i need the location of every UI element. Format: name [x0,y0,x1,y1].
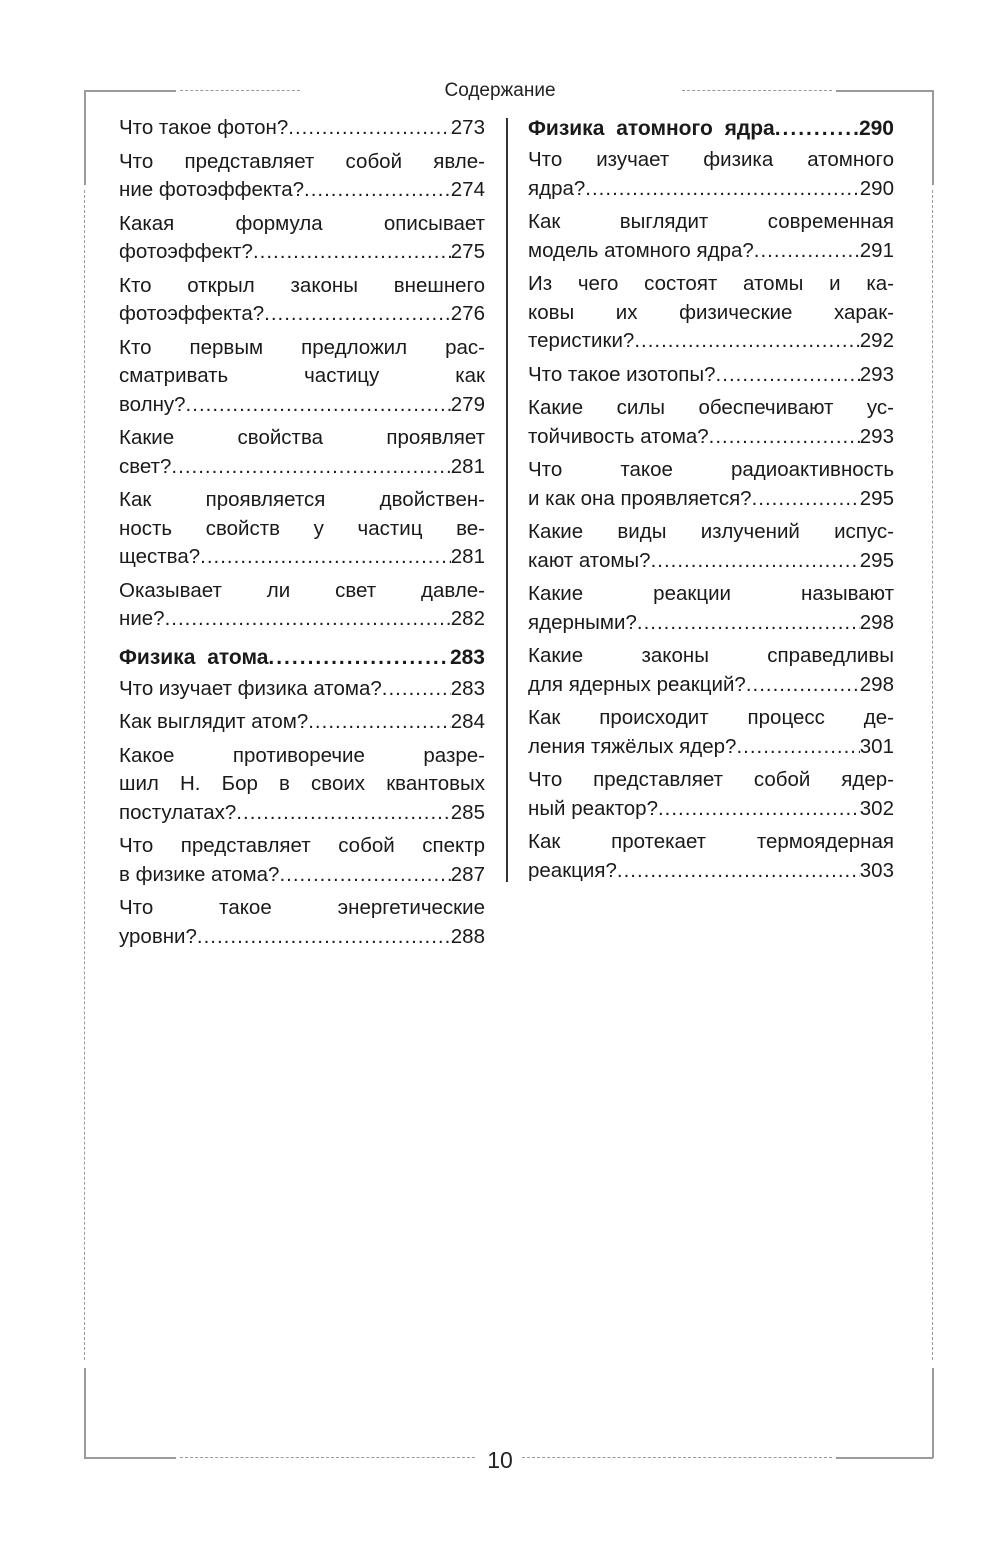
toc-section-title: Физика атомного ядра [528,117,775,140]
toc-entry-title: фотоэффект? [119,240,253,263]
toc-page-number: 298 [859,610,894,634]
toc-entry-line: Что представляет собой ядер- [528,768,894,791]
toc-entry-title: ние? [119,607,165,630]
toc-entry [528,828,894,885]
toc-entry [119,832,485,889]
toc-entry-title: Как выглядит атом? [119,710,309,733]
dot-leader [754,237,860,266]
toc-column-left [119,114,485,956]
frame-right-top [932,90,934,185]
toc-entry [119,210,485,267]
toc-entry-title: щества? [119,545,201,568]
toc-entry-line: Что такое радиоактивность [528,458,894,481]
toc-entry-line: Что представляет собой явле- [119,149,485,173]
toc-entry-title: фотоэффекта? [119,302,265,325]
toc-entry-line: Какие свойства проявляет [119,426,485,449]
toc-entry [528,208,894,265]
frame-left-bottom [84,1368,86,1458]
toc-entry-leader-line [528,733,894,762]
toc-page-number: 274 [450,178,485,201]
toc-entry [528,642,894,699]
frame-left-dash [84,190,85,1360]
dot-leader [268,643,450,673]
toc-entry-title: волну? [119,392,186,416]
toc-section-heading [528,114,894,144]
toc-entry-line: Какие виды излучений испус- [528,520,894,543]
toc-entry [119,424,485,481]
toc-entry-title: свет? [119,454,172,478]
dot-leader [253,238,451,267]
dot-leader [746,671,860,700]
toc-page-number: 293 [859,362,894,386]
toc-entry-leader-line [528,175,894,204]
toc-entry-line: Кто открыл законы внешнего [119,273,485,297]
toc-entry-leader-line [119,391,485,420]
toc-entry-leader-line [119,799,485,828]
toc-entry [528,580,894,637]
toc-entry-title: ние фотоэффекта? [119,178,305,201]
toc-page-number: 303 [859,858,894,882]
dot-leader [585,175,860,204]
toc-entry-line: Какие силы обеспечивают ус- [528,396,894,419]
toc-page-number: 275 [450,240,485,263]
dot-leader [304,176,451,205]
toc-entry-title: ядерными? [528,610,637,634]
column-divider [506,118,508,882]
page-number: 10 [487,1447,513,1473]
toc-column-right [528,114,894,890]
toc-page-number: 279 [450,392,485,416]
toc-entry-line: Как выглядит современная [528,210,894,233]
toc-entry-title: Что такое изотопы? [528,362,716,386]
toc-entry [119,708,485,737]
toc-entry-title: Что такое фотон? [119,116,289,139]
toc-entry-leader-line [528,423,894,452]
toc-section-title: Физика атома [119,645,269,669]
dot-leader [775,114,859,144]
dot-leader [617,857,860,886]
toc-entry-line: Какое противоречие разре- [119,743,485,767]
toc-page-number: 290 [859,176,894,200]
toc-entry-leader-line [119,708,485,737]
toc-entry-line: ность свойств у частиц ве- [119,516,485,540]
dot-leader [658,795,860,824]
toc-entry-title: кают атомы? [528,548,651,572]
toc-page-number: 293 [859,424,894,448]
toc-entry-leader-line [119,238,485,267]
toc-entry-title: тойчивость атома? [528,424,709,448]
toc-entry-leader-line [528,609,894,638]
toc-entry-leader-line [119,300,485,329]
toc-entry [119,148,485,205]
toc-entry-line: Какая формула описывает [119,211,485,235]
frame-right-bottom [932,1368,934,1458]
toc-page-number: 273 [450,116,485,139]
toc-entry-leader-line [528,485,894,514]
toc-entry-line: Как происходит процесс де- [528,706,894,729]
toc-entry-line: Что изучает физика атомного [528,148,894,171]
toc-entry-leader-line [528,361,894,390]
toc-page-number: 292 [859,329,894,352]
toc-page-number: 301 [859,734,894,758]
toc-entry [119,894,485,951]
toc-entry-line: Кто первым предложил рас- [119,335,485,359]
toc-entry-leader-line [528,795,894,824]
toc-entry-leader-line [528,857,894,886]
dot-leader [288,114,451,143]
dot-leader [171,453,450,482]
toc-entry-line: ковы их физические харак- [528,300,894,324]
toc-entry [119,114,485,143]
toc-entry-leader-line [119,453,485,482]
toc-entry-title: и как она проявляется? [528,486,752,510]
dot-leader [279,861,450,890]
toc-entry-line: Оказывает ли свет давле- [119,578,485,602]
toc-page-number: 276 [450,302,485,325]
toc-entry-title: для ядерных реакций? [528,672,746,696]
dot-leader [165,605,451,634]
toc-entry-line: Что представляет собой спектр [119,834,485,857]
toc-page-number: 284 [450,710,485,733]
frame-right-dash [932,190,933,1360]
toc-entry [528,766,894,823]
toc-entry-line: Какие законы справедливы [528,644,894,667]
toc-page-number: 285 [450,800,485,824]
toc-entry [119,742,485,828]
toc-page-number: 283 [450,676,485,700]
dot-leader [308,708,451,737]
toc-entry-leader-line [119,643,485,673]
toc-entry-leader-line [119,675,485,704]
toc-entry-leader-line [119,861,485,890]
toc-entry-title: реакция? [528,858,617,882]
toc-entry [119,675,485,704]
toc-entry-title: Что изучает физика атома? [119,676,382,700]
toc-entry-title: модель атомного ядра? [528,238,754,262]
toc-page-number: 295 [859,486,894,510]
toc-entry-line: Что такое энергетические [119,896,485,919]
dot-leader [200,543,451,572]
toc-entry-leader-line [528,114,894,144]
toc-entry-title: ядра? [528,176,586,200]
dot-leader [186,391,451,420]
toc-entry [528,270,894,356]
toc-section-heading [119,643,485,673]
dot-leader [634,327,859,356]
toc-page-number: 295 [859,548,894,572]
toc-page-number: 288 [450,924,485,948]
toc-entry [528,394,894,451]
toc-page-number: 290 [858,117,894,140]
toc-entry [528,146,894,203]
toc-entry-title: ный реактор? [528,796,658,820]
toc-entry [528,456,894,513]
toc-entry [528,361,894,390]
toc-entry [119,486,485,572]
toc-entry [528,704,894,761]
toc-entry [119,334,485,420]
toc-page-number: 291 [859,238,894,262]
toc-page-number: 302 [859,796,894,820]
toc-entry [119,272,485,329]
toc-page-number: 287 [450,862,485,886]
dot-leader [197,923,451,952]
toc-entry-leader-line [528,327,894,356]
toc-page-number: 281 [450,545,485,568]
toc-entry-title: в физике атома? [119,862,280,886]
dot-leader [637,609,860,638]
toc-page-number: 283 [449,645,485,669]
toc-page-number: 298 [859,672,894,696]
toc-entry-leader-line [119,176,485,205]
toc-entry-title: ления тяжёлых ядер? [528,734,737,758]
dot-leader [752,485,860,514]
toc-entry-line: Как протекает термоядерная [528,830,894,853]
toc-entry [119,577,485,634]
dot-leader [382,675,451,704]
toc-entry-leader-line [119,923,485,952]
toc-entry-line: Как проявляется двойствен- [119,488,485,511]
frame-left-top [84,90,86,185]
toc-page-number: 281 [450,454,485,478]
dot-leader [736,733,859,762]
toc-entry-leader-line [528,547,894,576]
toc-entry-line: сматривать частицу как [119,364,485,387]
toc-entry-line: Из чего состоят атомы и ка- [528,272,894,295]
dot-leader [236,799,450,828]
dot-leader [651,547,860,576]
toc-entry-leader-line [119,605,485,634]
toc-entry-line: шил Н. Бор в своих квантовых [119,772,485,795]
toc-entry-leader-line [119,114,485,143]
toc-entry-line: Какие реакции называют [528,582,894,605]
toc-entry-leader-line [528,237,894,266]
dot-leader [716,361,860,390]
toc-entry-title: постулатах? [119,800,237,824]
toc-page-number: 282 [450,607,485,630]
running-head: Содержание [444,80,556,101]
toc-entry-title: уровни? [119,924,197,948]
toc-entry-leader-line [119,543,485,572]
toc-entry-title: теристики? [528,329,635,352]
toc-entry-leader-line [528,671,894,700]
dot-leader [264,300,451,329]
dot-leader [709,423,860,452]
toc-entry [528,518,894,575]
